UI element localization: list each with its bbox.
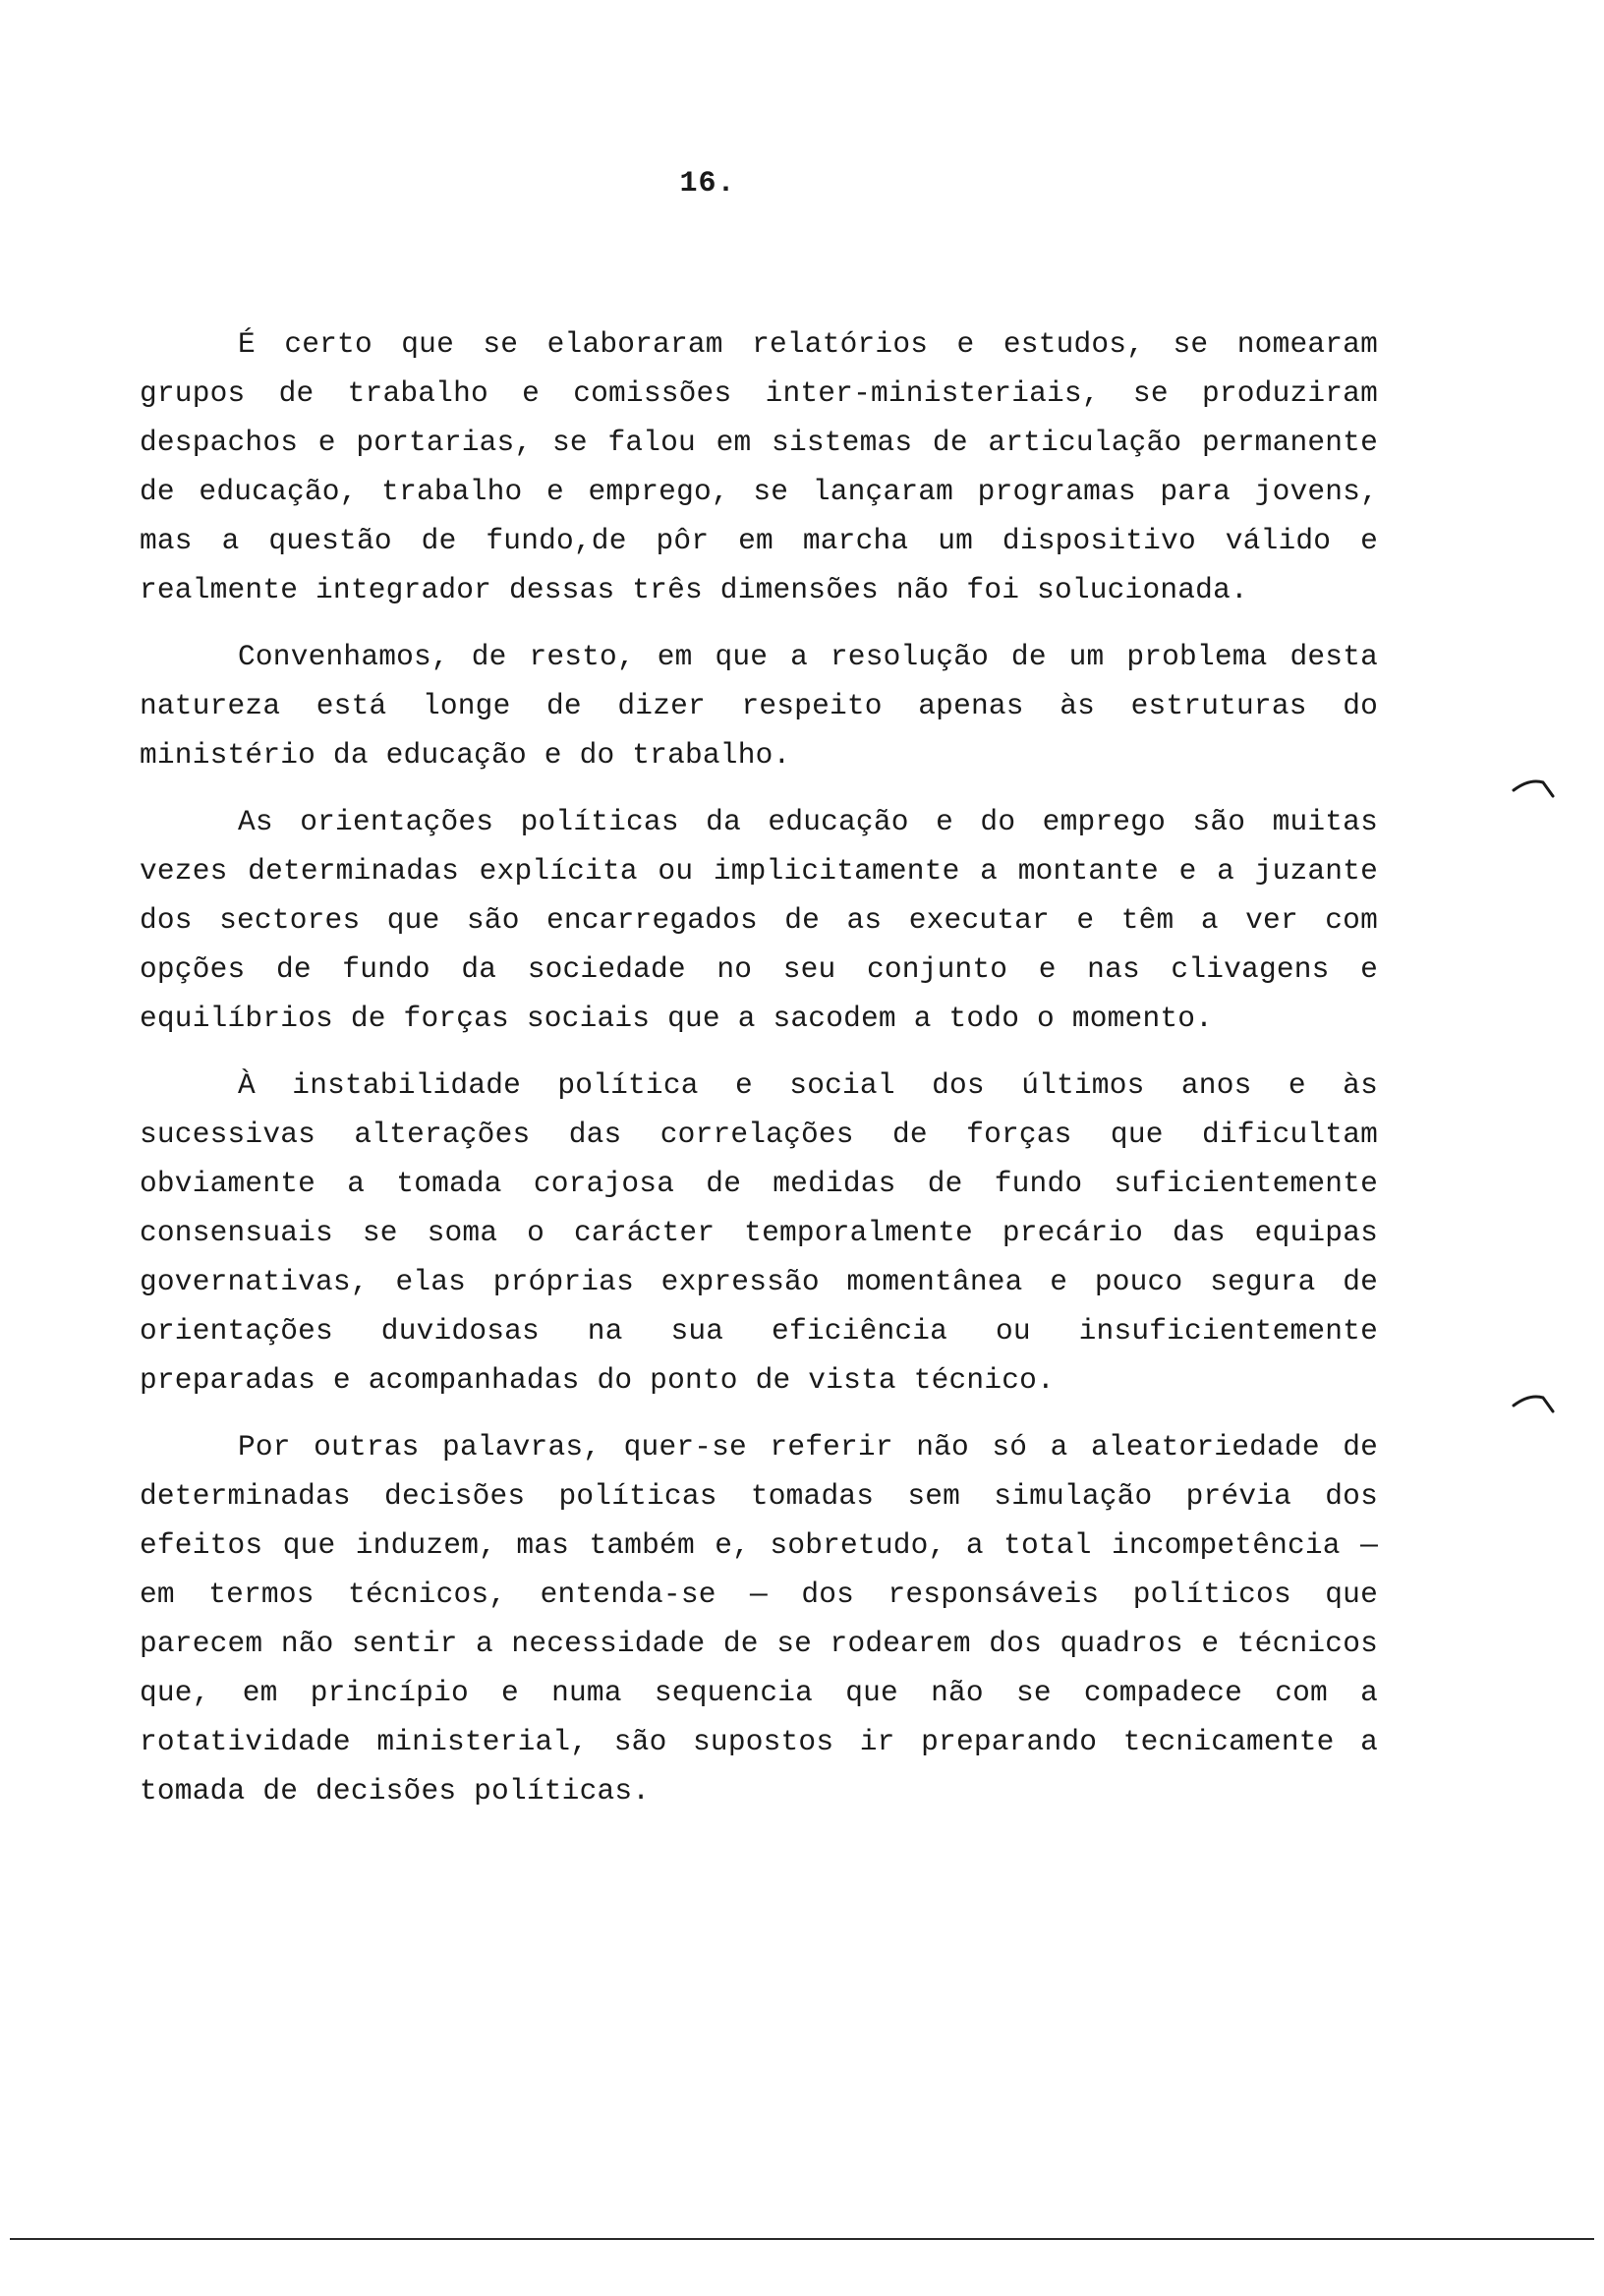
margin-tick-mark bbox=[1512, 776, 1555, 798]
paragraph-1: É certo que se elaboraram relatórios e estudos, se nomearam grupos de trabalho e comissões inter-ministeriais, se produziram despachos e portarias, se falou em sistemas de articulação permanente de educação, trabalho e emprego, se lançaram programas para jovens, mas a questão de fundo,de pôr em marcha um dispositivo válido e realmente integrador dessas três dimensões não foi solucionada. bbox=[140, 327, 1378, 606]
paragraph-3: As orientações políticas da educação e do emprego são muitas vezes determinadas explícita ou implicitamente a montante e a juzante dos sectores que são encarregados de as executar e têm a ver com opções de fundo da sociedade no seu conjunto e nas clivagens e equilíbrios de forças sociais que a sacodem a todo o momento. bbox=[140, 805, 1378, 1035]
paragraph-4: À instabilidade política e social dos últimos anos e às sucessivas alterações das correlações de forças que dificultam obviamente a tomada corajosa de medidas de fundo suficientemente consensuais se soma o carácter temporalmente precário das equipas governativas, elas próprias expressão momentânea e pouco segura de orientações duvidosas na sua eficiência ou insuficientemente preparadas e acompanhadas do ponto de vista técnico. bbox=[140, 1068, 1378, 1397]
paragraph-5: Por outras palavras, quer-se referir não só a aleatoriedade de determinadas decisões políticas tomadas sem simulação prévia dos efeitos que induzem, mas também e, sobretudo, a total incompetência — em termos técnicos, entenda-se — dos responsáveis políticos que parecem não sentir a necessidade de se rodearem dos quadros e técnicos que, em princípio e numa sequencia que não se compadece com a rotatividade ministerial, são supostos ir preparando tecnicamente a tomada de decisões políticas. bbox=[140, 1430, 1378, 1808]
paragraph-2: Convenhamos, de resto, em que a resolução de um problema desta natureza está longe de dizer respeito apenas às estruturas do ministério da educação e do trabalho. bbox=[140, 640, 1378, 772]
page-number: 16. bbox=[679, 167, 736, 201]
bottom-divider-line bbox=[10, 2238, 1594, 2240]
margin-tick-mark bbox=[1512, 1392, 1555, 1413]
body-text bbox=[140, 319, 1378, 1833]
